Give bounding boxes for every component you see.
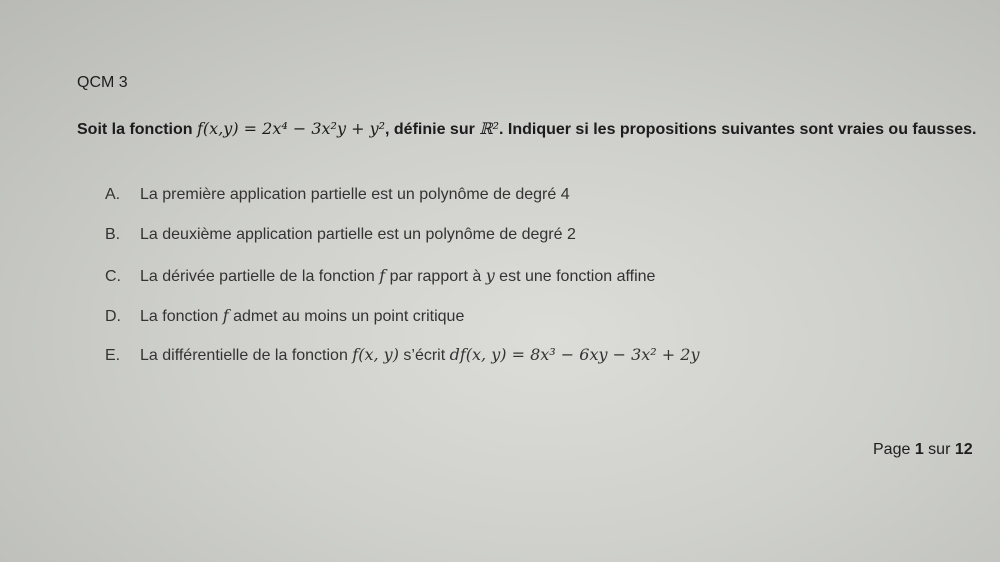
option-text-after: est une fonction affine [494,268,656,285]
option-text-before: La dérivée partielle de la fonction [140,268,380,285]
page-prefix: Page [873,441,915,458]
option-text: La première application partielle est un polynôme de degré 4 [140,186,570,203]
option-text-after: admet au moins un point critique [228,308,465,325]
question-text-before: Soit la fonction [77,121,197,138]
question-domain: ℝ² [479,119,499,138]
question-text-after: . Indiquer si les propositions suivantes sont vraies ou fausses. [498,121,977,138]
question-text-mid: , définie sur [385,121,480,138]
page-number [873,441,973,459]
page-current: 1 [914,441,924,458]
option-letter: A. [105,186,121,203]
option-letter: C. [105,268,121,285]
option-func: f(x, y) [352,345,399,364]
option-formula: df(x, y) = 8x³ − 6xy − 3x² + 2y [449,345,700,364]
option-b [105,226,576,244]
option-text-mid: par rapport à [385,268,486,285]
option-a [105,186,570,204]
option-var-f: f [379,266,386,285]
option-letter: E. [105,347,121,364]
option-c [105,266,655,286]
option-text-mid: s’écrit [398,347,450,364]
option-var-f: f [222,306,229,325]
option-text-before: La fonction [140,308,223,325]
question-formula: f(x,y) = 2x⁴ − 3x²y + y² [197,119,386,138]
option-text-before: La différentielle de la fonction [140,347,353,364]
option-d [105,306,464,326]
option-letter: D. [105,308,121,325]
option-letter: B. [105,226,121,243]
option-e [105,345,700,365]
option-var-y: y [485,266,495,285]
qcm-title: QCM 3 [77,74,128,91]
page-total: 12 [954,441,973,458]
page-middle: sur [923,441,955,458]
option-text: La deuxième application partielle est un polynôme de degré 2 [140,226,576,243]
question-text [77,115,985,143]
